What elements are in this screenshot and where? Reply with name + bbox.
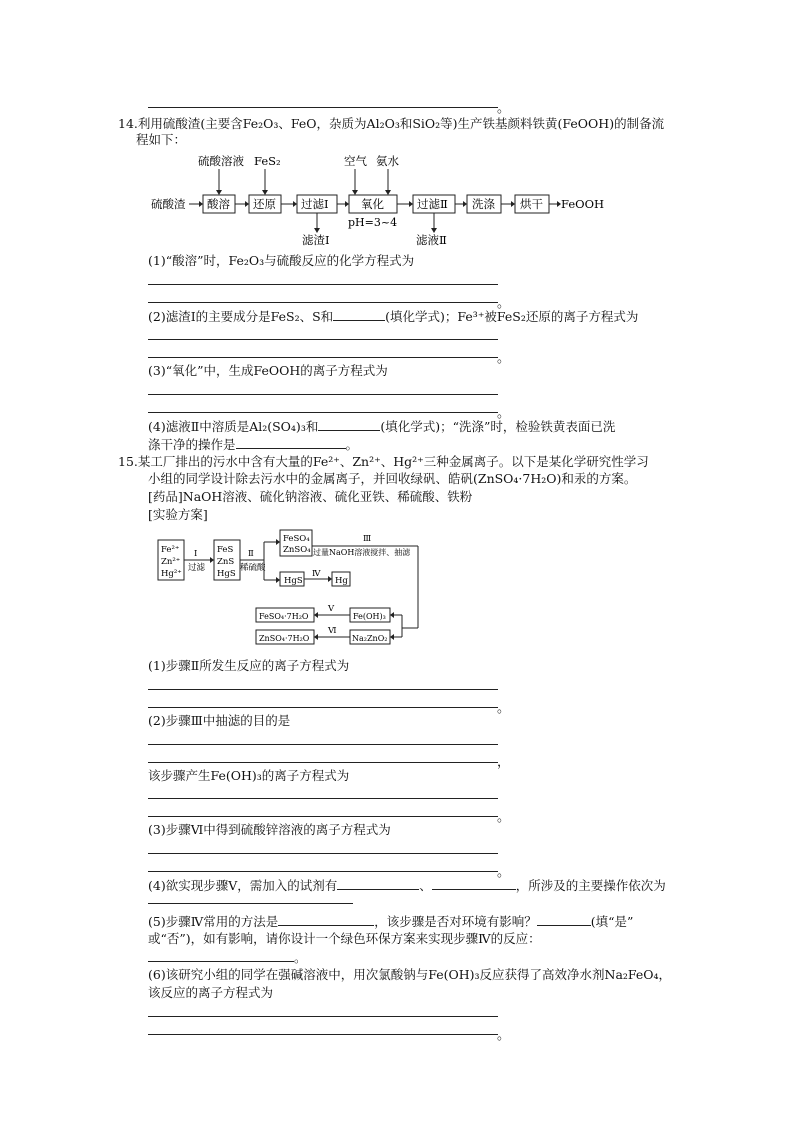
q14-part4 xyxy=(148,418,615,435)
sulfide-hgs: HgS xyxy=(217,569,236,579)
blank-field[interactable] xyxy=(148,949,294,962)
blank-field[interactable] xyxy=(236,436,346,449)
step-3: Ⅲ xyxy=(363,534,372,544)
step-6: Ⅵ xyxy=(328,626,337,636)
answer-line[interactable] xyxy=(148,762,498,763)
blank-field[interactable] xyxy=(337,877,419,890)
answer-line[interactable] xyxy=(148,412,498,413)
separator: 、 xyxy=(419,878,432,893)
q14-part2 xyxy=(148,308,638,325)
input-sulfuric-acid: 硫酸溶液 xyxy=(198,154,244,168)
flow-condition: pH=3~4 xyxy=(348,216,398,229)
answer-line[interactable] xyxy=(148,339,498,340)
box-wash: 洗涤 xyxy=(472,197,495,211)
compound-na2zno2: Na₂ZnO₂ xyxy=(352,634,388,643)
q15-part6: (6)该研究小组的同学在强碱溶液中，用次氯酸钠与Fe(OH)₃反应获得了高效净水剂Na₂FeO₄， xyxy=(148,967,672,982)
period: 。 xyxy=(497,351,511,366)
q14-part3: (3)“氧化”中，生成FeOOH的离子方程式为 xyxy=(148,363,388,378)
blank-field[interactable] xyxy=(318,418,380,431)
ion-zn2: Zn²⁺ xyxy=(161,557,181,567)
q14-flowchart xyxy=(148,150,608,250)
box-acid-dissolve: 酸溶 xyxy=(207,197,230,211)
q15-part2-b: 该步骤产生Fe(OH)₃的离子方程式为 xyxy=(148,768,350,783)
sulfide-fes: FeS xyxy=(217,545,234,555)
q15-part5-text-c: (填“是” xyxy=(590,914,634,929)
q14-stem-line1: 14.利用硫酸渣(主要含Fe₂O₃、FeO，杂质为Al₂O₃和SiO₂等)生产铁基颜料铁黄(FeOOH)的制备流 xyxy=(118,116,665,131)
q15-part1: (1)步骤Ⅱ所发生反应的离子方程式为 xyxy=(148,658,350,673)
q15-flowchart xyxy=(156,528,426,650)
compound-feoh3: Fe(OH)₃ xyxy=(353,612,386,621)
q15-part4 xyxy=(148,877,666,894)
answer-line[interactable] xyxy=(148,394,498,395)
answer-line[interactable] xyxy=(148,1016,498,1017)
blank-field[interactable] xyxy=(333,308,385,321)
q15-part5-line2: 或“否”)，如有影响，请你设计一个绿色环保方案来实现步骤Ⅳ的反应： xyxy=(148,931,541,946)
answer-line[interactable] xyxy=(148,707,498,708)
q15-part5 xyxy=(148,913,633,930)
q15-part4-text-a: (4)欲实现步骤Ⅴ，需加入的试剂有 xyxy=(148,878,338,893)
flow-end: FeOOH xyxy=(561,197,605,211)
step-5: Ⅴ xyxy=(328,604,335,614)
step-3-label: 过量NaOH溶液搅拌、抽滤 xyxy=(313,548,411,557)
answer-line[interactable] xyxy=(148,107,498,108)
sulfate-feso4: FeSO₄ xyxy=(283,534,310,544)
step-4: Ⅳ xyxy=(312,569,321,579)
period: 。 xyxy=(497,296,511,311)
q15-part6-line2: 该反应的离子方程式为 xyxy=(148,985,274,1000)
step-2-label: 稀硫酸 xyxy=(240,563,266,573)
ion-hg2: Hg²⁺ xyxy=(161,569,182,579)
answer-line[interactable] xyxy=(148,816,498,817)
flow-start: 硫酸渣 xyxy=(151,197,186,211)
period: 。 xyxy=(497,406,511,421)
answer-line[interactable] xyxy=(148,357,498,358)
q14-part4-line2 xyxy=(148,436,358,453)
period: 。 xyxy=(497,701,511,716)
blank-field[interactable] xyxy=(537,913,591,926)
q15-plan: [实验方案] xyxy=(148,507,208,522)
answer-line[interactable] xyxy=(148,853,498,854)
box-filter-1: 过滤Ⅰ xyxy=(301,197,329,211)
sulfate-znso4: ZnSO₄ xyxy=(283,545,311,555)
output-filtrate-2: 滤液Ⅱ xyxy=(416,233,447,247)
q15-stem-line2: 小组的同学设计除去污水中的金属离子，并回收绿矾、皓矾(ZnSO₄·7H₂O)和汞的方案。 xyxy=(148,471,637,486)
answer-line[interactable] xyxy=(148,871,498,872)
output-residue-1: 滤渣Ⅰ xyxy=(302,233,330,247)
q15-drugs: [药品]NaOH溶液、硫化钠溶液、硫化亚铁、稀硫酸、铁粉 xyxy=(148,489,473,504)
answer-line[interactable] xyxy=(148,1034,498,1035)
q15-part5-line3 xyxy=(148,949,307,966)
q14-part1: (1)“酸溶”时，Fe₂O₃与硫酸反应的化学方程式为 xyxy=(148,253,415,268)
step-2: Ⅱ xyxy=(248,549,254,559)
q15-part4-text-b: ，所涉及的主要操作依次为 xyxy=(515,878,666,893)
step-1-label: 过滤 xyxy=(188,563,206,573)
q15-part5-text-a: (5)步骤Ⅳ常用的方法是 xyxy=(148,914,279,929)
period: 。 xyxy=(497,865,511,880)
period: 。 xyxy=(497,1028,511,1043)
answer-line[interactable] xyxy=(148,689,498,690)
answer-line[interactable] xyxy=(148,302,498,303)
q15-stem-line1: 15.某工厂排出的污水中含有大量的Fe²⁺、Zn²⁺、Hg²⁺三种金属离子。以下是某化学研究性学习 xyxy=(118,454,649,469)
product-feso4-7h2o: FeSO₄·7H₂O xyxy=(259,612,309,621)
comma: ， xyxy=(497,755,511,770)
period: 。 xyxy=(497,101,511,116)
input-fes2: FeS₂ xyxy=(254,154,281,168)
answer-line[interactable] xyxy=(148,903,353,904)
q14-part4-text-c: 涤干净的操作是 xyxy=(148,437,236,452)
box-filter-2: 过滤Ⅱ xyxy=(417,197,448,211)
box-dry: 烘干 xyxy=(520,197,543,211)
compound-hg: Hg xyxy=(335,576,348,586)
q14-part2-text-a: (2)滤渣Ⅰ的主要成分是FeS₂、S和 xyxy=(148,309,334,324)
sulfide-zns: ZnS xyxy=(217,557,235,567)
q14-part2-text-b: (填化学式)；Fe³⁺被FeS₂还原的离子方程式为 xyxy=(385,309,639,324)
input-ammonia: 氨水 xyxy=(376,154,399,168)
q15-part5-text-b: ，该步骤是否对环境有影响？ xyxy=(374,914,537,929)
compound-hgs: HgS xyxy=(284,576,303,586)
period: 。 xyxy=(497,810,511,825)
blank-field[interactable] xyxy=(278,913,374,926)
box-reduce: 还原 xyxy=(253,197,276,211)
q14-part4-text-a: (4)滤液Ⅱ中溶质是Al₂(SO₄)₃和 xyxy=(148,419,319,434)
period: 。 xyxy=(294,950,307,965)
ion-fe2: Fe²⁺ xyxy=(161,545,180,555)
product-znso4-7h2o: ZnSO₄·7H₂O xyxy=(259,634,310,643)
q15-part2: (2)步骤Ⅲ中抽滤的目的是 xyxy=(148,713,291,728)
q15-part3: (3)步骤Ⅵ中得到硫酸锌溶液的离子方程式为 xyxy=(148,822,391,837)
answer-line[interactable] xyxy=(148,744,498,745)
answer-line[interactable] xyxy=(148,798,498,799)
box-oxidize: 氧化 xyxy=(361,197,384,211)
input-air: 空气 xyxy=(344,154,367,168)
q14-stem-line2: 程如下： xyxy=(136,132,187,147)
blank-field[interactable] xyxy=(432,877,516,890)
step-1: Ⅰ xyxy=(194,549,198,559)
q14-part4-text-b: (填化学式)；“洗涤”时，检验铁黄表面已洗 xyxy=(380,419,616,434)
answer-line[interactable] xyxy=(148,284,498,285)
period: 。 xyxy=(345,437,359,452)
